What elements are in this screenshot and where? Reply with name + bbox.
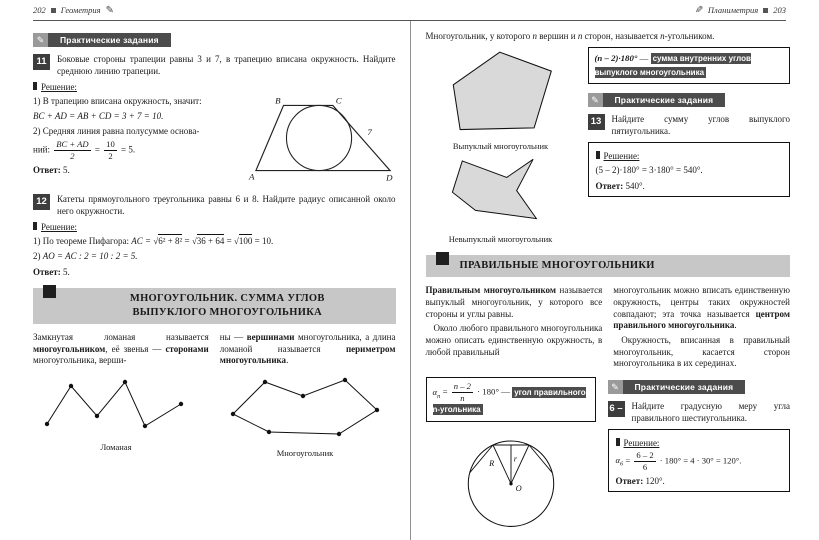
section-name-right: Планиметрия: [707, 5, 759, 15]
sqrt-sign: √: [153, 235, 159, 246]
vertex-label-d: D: [385, 172, 393, 183]
step-2-cont: ний:: [33, 144, 50, 155]
broken-line-figure: [41, 374, 191, 458]
equals-sign: =: [623, 455, 633, 466]
solution-13-label: [596, 151, 783, 161]
answer-label: Ответ:: [615, 475, 644, 486]
solution-12: [33, 235, 396, 277]
solution-12-label: [33, 222, 396, 232]
problem-13-text: Найдите сумму углов выпуклого пятиугольника.: [611, 114, 790, 137]
answer-value: 120°.: [645, 475, 665, 486]
square-bullet-icon: [596, 151, 600, 159]
step-2: [33, 250, 396, 263]
section-name-left: Геометрия: [60, 5, 101, 15]
section-header-regular-polygons: [426, 255, 791, 277]
section-square-icon: [43, 285, 56, 298]
figure-caption: Выпуклый многоугольник: [452, 141, 549, 152]
side-length-label: 7: [366, 126, 372, 137]
answer-12: [33, 267, 396, 277]
fraction: $\frac{n - 2}{n}$: [453, 381, 471, 404]
answer-label: Ответ:: [33, 164, 61, 175]
polygon-examples-row: [426, 47, 791, 244]
interior-angles-formula-box: [588, 47, 791, 84]
radicand-2: 36 + 64: [196, 235, 225, 246]
solution-13-box: [588, 142, 791, 197]
radicand-1: 6² + 8²: [158, 235, 183, 246]
left-page-figures: [33, 367, 396, 458]
problem-12: [33, 194, 396, 218]
problem-14-badge: 6 – 2: [609, 403, 623, 431]
text-column-1: Правильным многоугольником называется выпуклый многоугольник, у которого все стороны и углы равны. Около любого правильного многоугольника можно описать единственную окружность, в любой правильный: [425, 285, 603, 357]
trapezoid-inscribed-circle-figure: [248, 95, 396, 183]
answer-label: Ответ:: [595, 181, 624, 192]
problem-12-badge: 12: [33, 194, 50, 210]
figure-caption: Ломаная: [100, 442, 132, 452]
vertex-label-a: A: [248, 171, 254, 182]
practical-tasks-banner: [608, 380, 746, 394]
polygon-figures-column: [426, 47, 576, 244]
n-gon-definition: Многоугольник, у которого n вершин и n сторон, называется n-угольником.: [425, 31, 715, 41]
page-number-left: 202: [33, 5, 46, 15]
square-bullet-icon: [33, 222, 37, 230]
notebook-pencil-icon: ✎: [608, 380, 623, 394]
pages: [0, 21, 819, 540]
alpha-n: $\alpha_n$: [432, 386, 441, 400]
section-title: ПРАВИЛЬНЫЕ МНОГОУГОЛЬНИКИ: [459, 260, 655, 272]
step-2-text: 2) Средняя линия равна полусумме основа-: [33, 125, 200, 136]
equals-sign: =: [224, 235, 234, 246]
result: = 10.: [252, 235, 274, 246]
solution-11: [33, 95, 396, 185]
fraction: $\frac{6 - 2}{6}$: [636, 449, 654, 472]
broken-line-drawing: [41, 374, 191, 434]
step-2-number: 2): [33, 250, 43, 261]
problem-12-text: Катеты прямоугольного треугольника равны 6 и 8. Найдите радиус описанной около него окружности.: [57, 193, 396, 216]
dash: —: [637, 53, 651, 64]
square-bullet-icon: [616, 438, 620, 446]
step-1-math: BC + AD = AB + CD = 3 + 7 = 10.: [33, 110, 164, 121]
step-1-text: 1) В трапецию вписана окружность, значит:: [33, 95, 202, 106]
nonconvex-polygon-figure: [442, 156, 560, 244]
step-2-math: AO = AC : 2 = 10 : 2 = 5.: [42, 250, 138, 261]
pencil-icon: ✎: [105, 4, 114, 16]
running-head-right: [695, 5, 786, 16]
formula-description-highlight: угол правильного n-угольника: [432, 387, 586, 415]
solution-14-math: [616, 451, 783, 472]
practical-tasks-banner: [33, 33, 171, 47]
times-180: · 180° —: [474, 386, 513, 397]
notebook-pencil-icon: ✎: [33, 33, 48, 47]
problem-14-column: [608, 377, 791, 537]
problem-13-column: [588, 47, 791, 244]
fraction: $\frac{10}{2}$: [106, 138, 115, 161]
fraction: $\frac{BC + AD}{2}$: [56, 138, 89, 161]
solution-14-label: [616, 438, 783, 448]
answer-label: Ответ:: [33, 266, 61, 277]
inscribed-circle-figure: [459, 428, 563, 532]
page-left: [0, 21, 410, 540]
apothem-label: r: [513, 454, 517, 464]
radius-label: R: [488, 458, 494, 468]
polygon-figure: [223, 374, 388, 458]
problem-13: [588, 114, 791, 138]
solution-label-text: Решение:: [41, 221, 77, 232]
formula-description-highlight: сумма внутренних углов выпуклого многоугольника: [594, 54, 751, 77]
notebook-pencil-icon: ✎: [588, 93, 603, 107]
section-square-icon: [436, 252, 449, 265]
problem-14: [608, 401, 791, 431]
page-number-right: 203: [773, 5, 786, 15]
alpha-6: $\alpha_6$: [615, 455, 624, 469]
solution-11-label: [33, 82, 396, 92]
banner-label: Практические задания: [48, 33, 171, 47]
sqrt-sign: √: [233, 235, 239, 246]
sqrt-sign: √: [191, 235, 197, 246]
page-right: [410, 21, 819, 540]
figure-caption: Невыпуклый многоугольник: [448, 234, 553, 245]
answer-value: 5.: [62, 164, 70, 175]
result: = 5.: [121, 144, 136, 155]
square-bullet-icon: [33, 82, 37, 90]
problem-14-row: [426, 377, 791, 537]
section-header-polygon-sum: [33, 288, 396, 324]
center-label: O: [515, 483, 522, 493]
solution-14-box: [608, 429, 791, 492]
section-title-line2: ВЫПУКЛОГО МНОГОУГОЛЬНИКА: [132, 306, 322, 318]
vertex-label-c: C: [335, 95, 342, 106]
radicand-3: 100: [238, 235, 253, 246]
answer-value: 5.: [62, 266, 70, 277]
regular-angle-formula-box: [426, 377, 596, 422]
problem-14-text: Найдите градусную меру угла правильного шестиугольника.: [631, 401, 790, 423]
ac-equals: AC =: [131, 235, 154, 246]
problem-11-text: Боковые стороны трапеции равны 3 и 7, в трапецию вписана окружность. Найдите среднюю линию трапеции.: [57, 54, 396, 76]
answer-value: 540°.: [625, 181, 645, 192]
problem-13-badge: 13: [588, 114, 605, 130]
text-column-1: Замкнутая ломаная называется многоугольником, её звенья — сторонами многоугольника, верши-: [33, 331, 209, 366]
practical-tasks-banner: [588, 93, 726, 107]
equals-sign: =: [440, 386, 450, 397]
vertex-label-b: B: [274, 95, 281, 106]
solution-label-text: Решение:: [41, 81, 77, 92]
equals-sign: =: [94, 144, 100, 155]
text-column-2: ны — вершинами многоугольника, а длина ломаной называется периметром многоугольника.: [219, 331, 396, 366]
formula: (n – 2)·180°: [594, 53, 638, 64]
nonconvex-polygon-drawing: [442, 156, 560, 226]
regular-polygon-text: [426, 285, 791, 370]
regular-angle-column: [426, 377, 596, 537]
answer-13: [596, 181, 783, 191]
problem-11: [33, 54, 396, 78]
solution-label-text: Решение:: [603, 151, 640, 162]
convex-polygon-drawing: [437, 47, 565, 133]
running-head: [33, 0, 786, 21]
pencil-icon: ✎: [694, 4, 703, 16]
section-title-line1: МНОГОУГОЛЬНИК. СУММА УГЛОВ: [129, 292, 325, 304]
section-title: [67, 292, 388, 320]
solution-13-math: (5 – 2)·180° = 3·180° = 540°.: [595, 165, 703, 176]
convex-polygon-figure: [437, 47, 565, 151]
square-bullet-icon: [763, 8, 768, 13]
polygon-drawing: [223, 374, 388, 440]
text-column-2: многоугольник можно вписать единственную окружность, центры таких окружностей совпадают; эта точка называется центром правильного многоугольника. Окружность, вписанная в правильный многоугольник, касается сторон многоугольника в их серединах.: [613, 285, 790, 369]
solution-label-text: Решение:: [623, 437, 660, 448]
figure-caption: Многоугольник: [276, 448, 334, 458]
banner-label: Практические задания: [603, 93, 726, 107]
result: · 180° = 4 · 30° = 120°.: [657, 455, 742, 466]
square-bullet-icon: [51, 8, 56, 13]
step-1-radicals: [33, 235, 396, 248]
step-1-text: 1) По теореме Пифагора:: [33, 235, 132, 246]
running-head-left: [33, 5, 114, 16]
equals-sign: =: [182, 235, 192, 246]
banner-label: Практические задания: [623, 380, 746, 394]
problem-11-badge: 11: [33, 54, 50, 70]
answer-14: [616, 476, 783, 486]
polygon-definition-text: [33, 332, 396, 367]
